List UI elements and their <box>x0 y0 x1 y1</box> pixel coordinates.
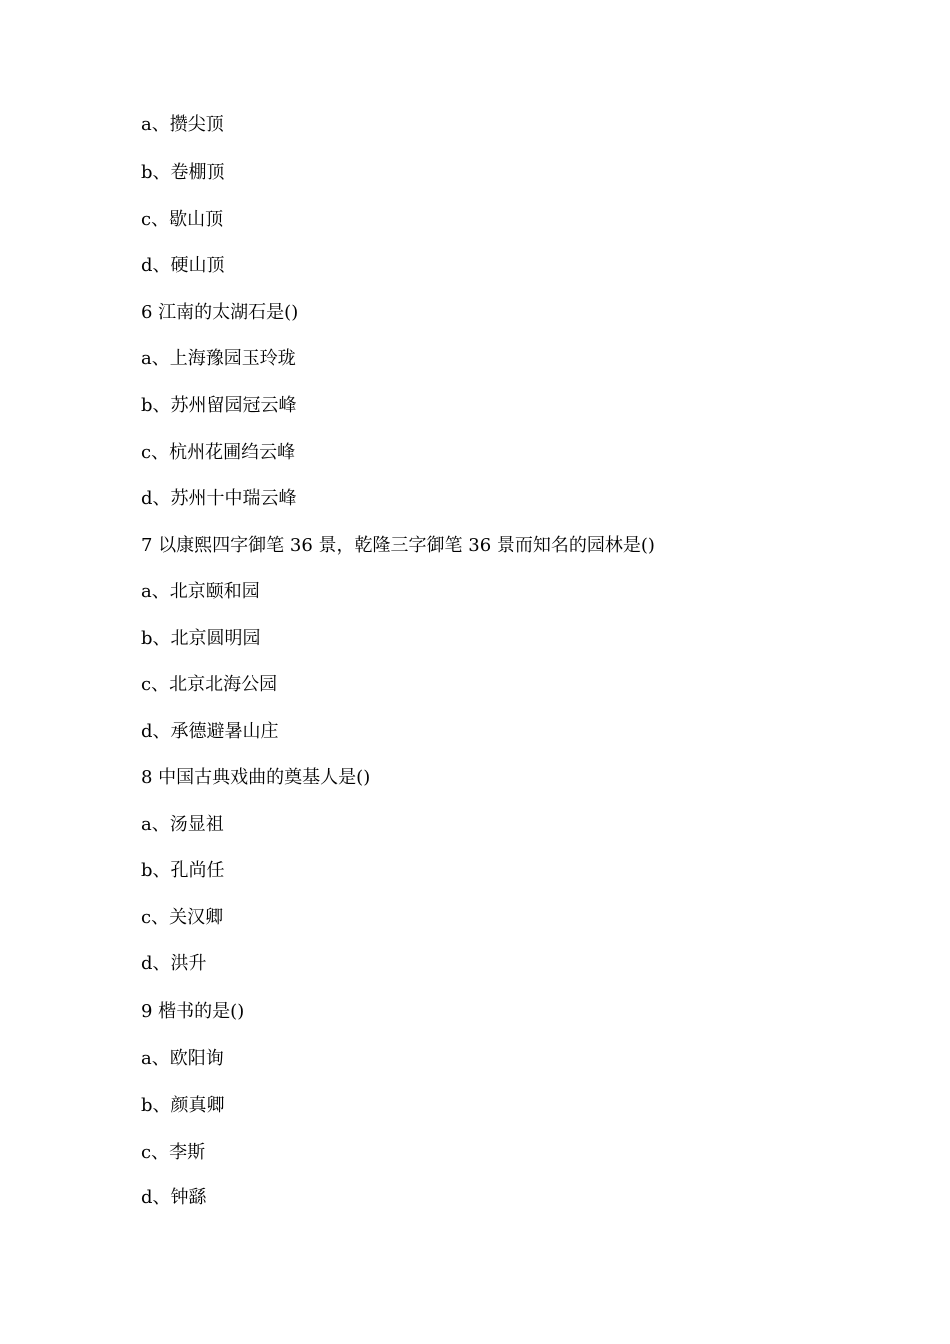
option-7d: d、承德避暑山庄 <box>141 721 279 742</box>
question-8: 8 中国古典戏曲的奠基人是() <box>141 767 371 788</box>
option-8c: c、关汉卿 <box>141 907 224 928</box>
question-9: 9 楷书的是() <box>141 1001 245 1022</box>
option-5b: b、卷棚顶 <box>141 162 225 183</box>
option-8b: b、孔尚任 <box>141 860 225 881</box>
option-9a: a、欧阳询 <box>141 1048 224 1069</box>
option-6a: a、上海豫园玉玲珑 <box>141 348 296 369</box>
option-6d: d、苏州十中瑞云峰 <box>141 488 297 509</box>
option-9b: b、颜真卿 <box>141 1095 225 1116</box>
option-5d: d、硬山顶 <box>141 255 225 276</box>
question-7: 7 以康熙四字御笔 36 景，乾隆三字御笔 36 景而知名的园林是() <box>141 535 655 556</box>
question-6: 6 江南的太湖石是() <box>141 302 299 323</box>
option-7c: c、北京北海公园 <box>141 674 278 695</box>
option-5c: c、歇山顶 <box>141 209 224 230</box>
option-7a: a、北京颐和园 <box>141 581 260 602</box>
option-6b: b、苏州留园冠云峰 <box>141 395 297 416</box>
option-9c: c、李斯 <box>141 1142 206 1163</box>
option-9d: d、钟繇 <box>141 1187 207 1208</box>
option-8a: a、汤显祖 <box>141 814 224 835</box>
option-6c: c、杭州花圃绉云峰 <box>141 442 296 463</box>
option-5a: a、攒尖顶 <box>141 114 224 135</box>
option-8d: d、洪升 <box>141 953 207 974</box>
option-7b: b、北京圆明园 <box>141 628 261 649</box>
